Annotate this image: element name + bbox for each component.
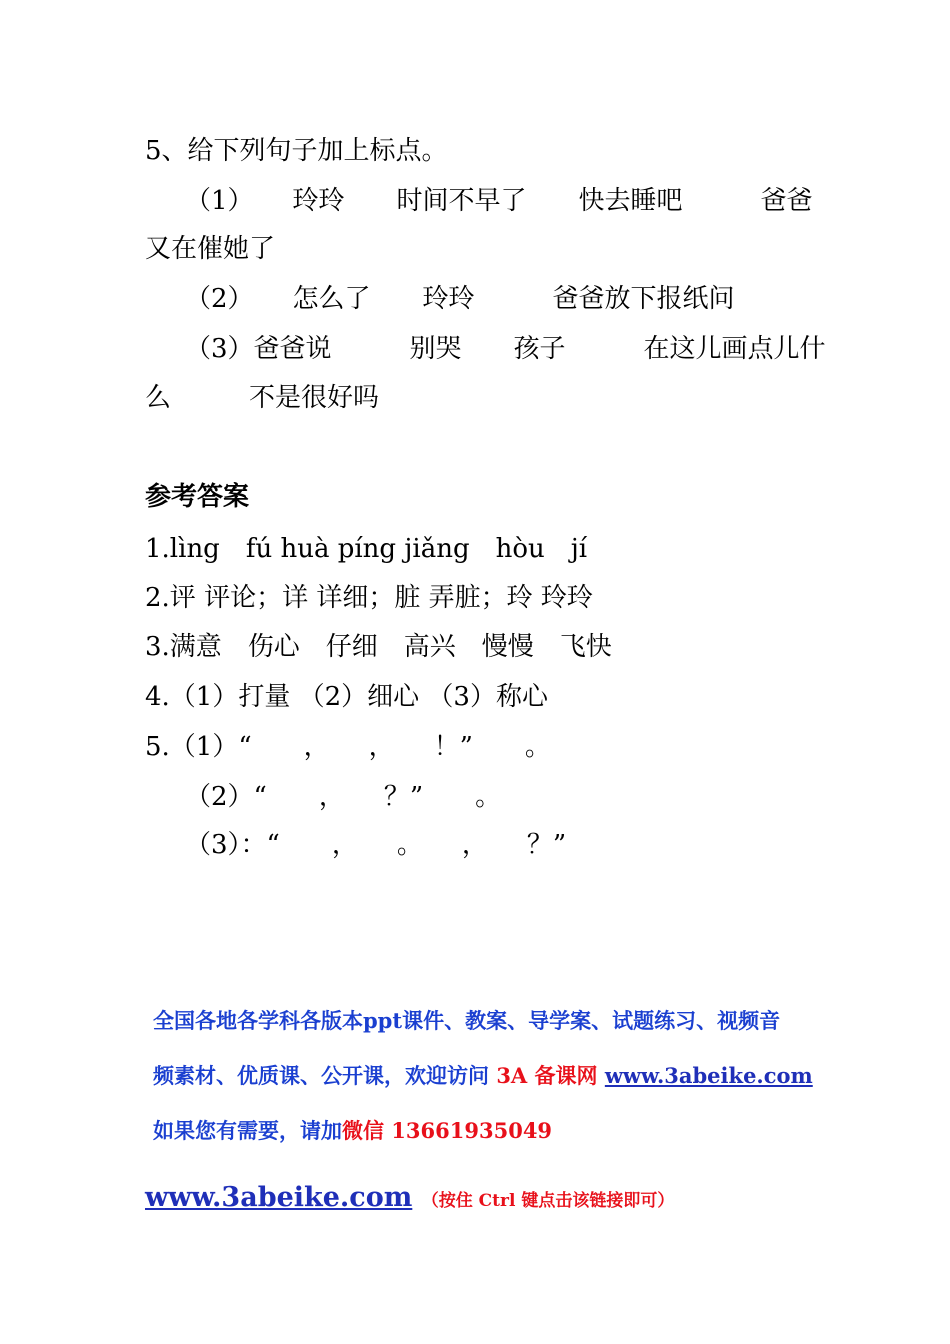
question-5-sentence-1-line-2: 又在催她了 — [145, 234, 276, 264]
ctrl-click-note: （按住 Ctrl 键点击该链接即可） — [421, 1191, 675, 1211]
answer-3: 3.满意 伤心 仔细 高兴 慢慢 飞快 — [145, 632, 612, 662]
answer-5-2: （2）“ ， ？” 。 — [185, 782, 502, 812]
answer-5-1: 5.（1）“ ， ， ！” 。 — [145, 732, 551, 762]
bottom-site-link[interactable]: www.3abeike.com — [145, 1182, 413, 1213]
question-5-sentence-3-line-1: （3）爸爸说 别哭 孩子 在这儿画点儿什 — [185, 334, 826, 364]
answer-1: 1.lìng fú huà píng jiǎng hòu jí — [145, 534, 588, 564]
bottom-link-row — [145, 1182, 674, 1217]
promo-line-2 — [153, 1062, 813, 1090]
promo-line-1: 全国各地各学科各版本ppt课件、教案、导学案、试题练习、视频音 — [153, 1008, 781, 1033]
answer-5-3: （3）：“ ， 。 ， ？” — [185, 830, 567, 860]
question-5-sentence-1-line-1: （1） 玲玲 时间不早了 快去睡吧 爸爸 — [185, 186, 813, 216]
promo-site-link[interactable]: www.3abeike.com — [604, 1063, 813, 1088]
question-5-title: 5、给下列句子加上标点。 — [145, 136, 448, 166]
answer-4: 4.（1）打量 （2）细心 （3）称心 — [145, 682, 548, 712]
promo-wechat: 微信 13661935049 — [342, 1118, 553, 1143]
promo-line-3 — [153, 1117, 552, 1145]
answer-2: 2.评 评论；详 详细；脏 弄脏；玲 玲玲 — [145, 583, 593, 613]
promo-line-3-text: 如果您有需要，请加 — [153, 1118, 342, 1143]
promo-line-2-text: 频素材、优质课、公开课，欢迎访问 — [153, 1063, 497, 1088]
answers-heading: 参考答案 — [145, 482, 250, 512]
question-5-sentence-3-line-2: 么 不是很好吗 — [145, 383, 380, 413]
promo-brand: 3A 备课网 — [496, 1063, 598, 1088]
question-5-sentence-2: （2） 怎么了 玲玲 爸爸放下报纸问 — [185, 284, 735, 314]
